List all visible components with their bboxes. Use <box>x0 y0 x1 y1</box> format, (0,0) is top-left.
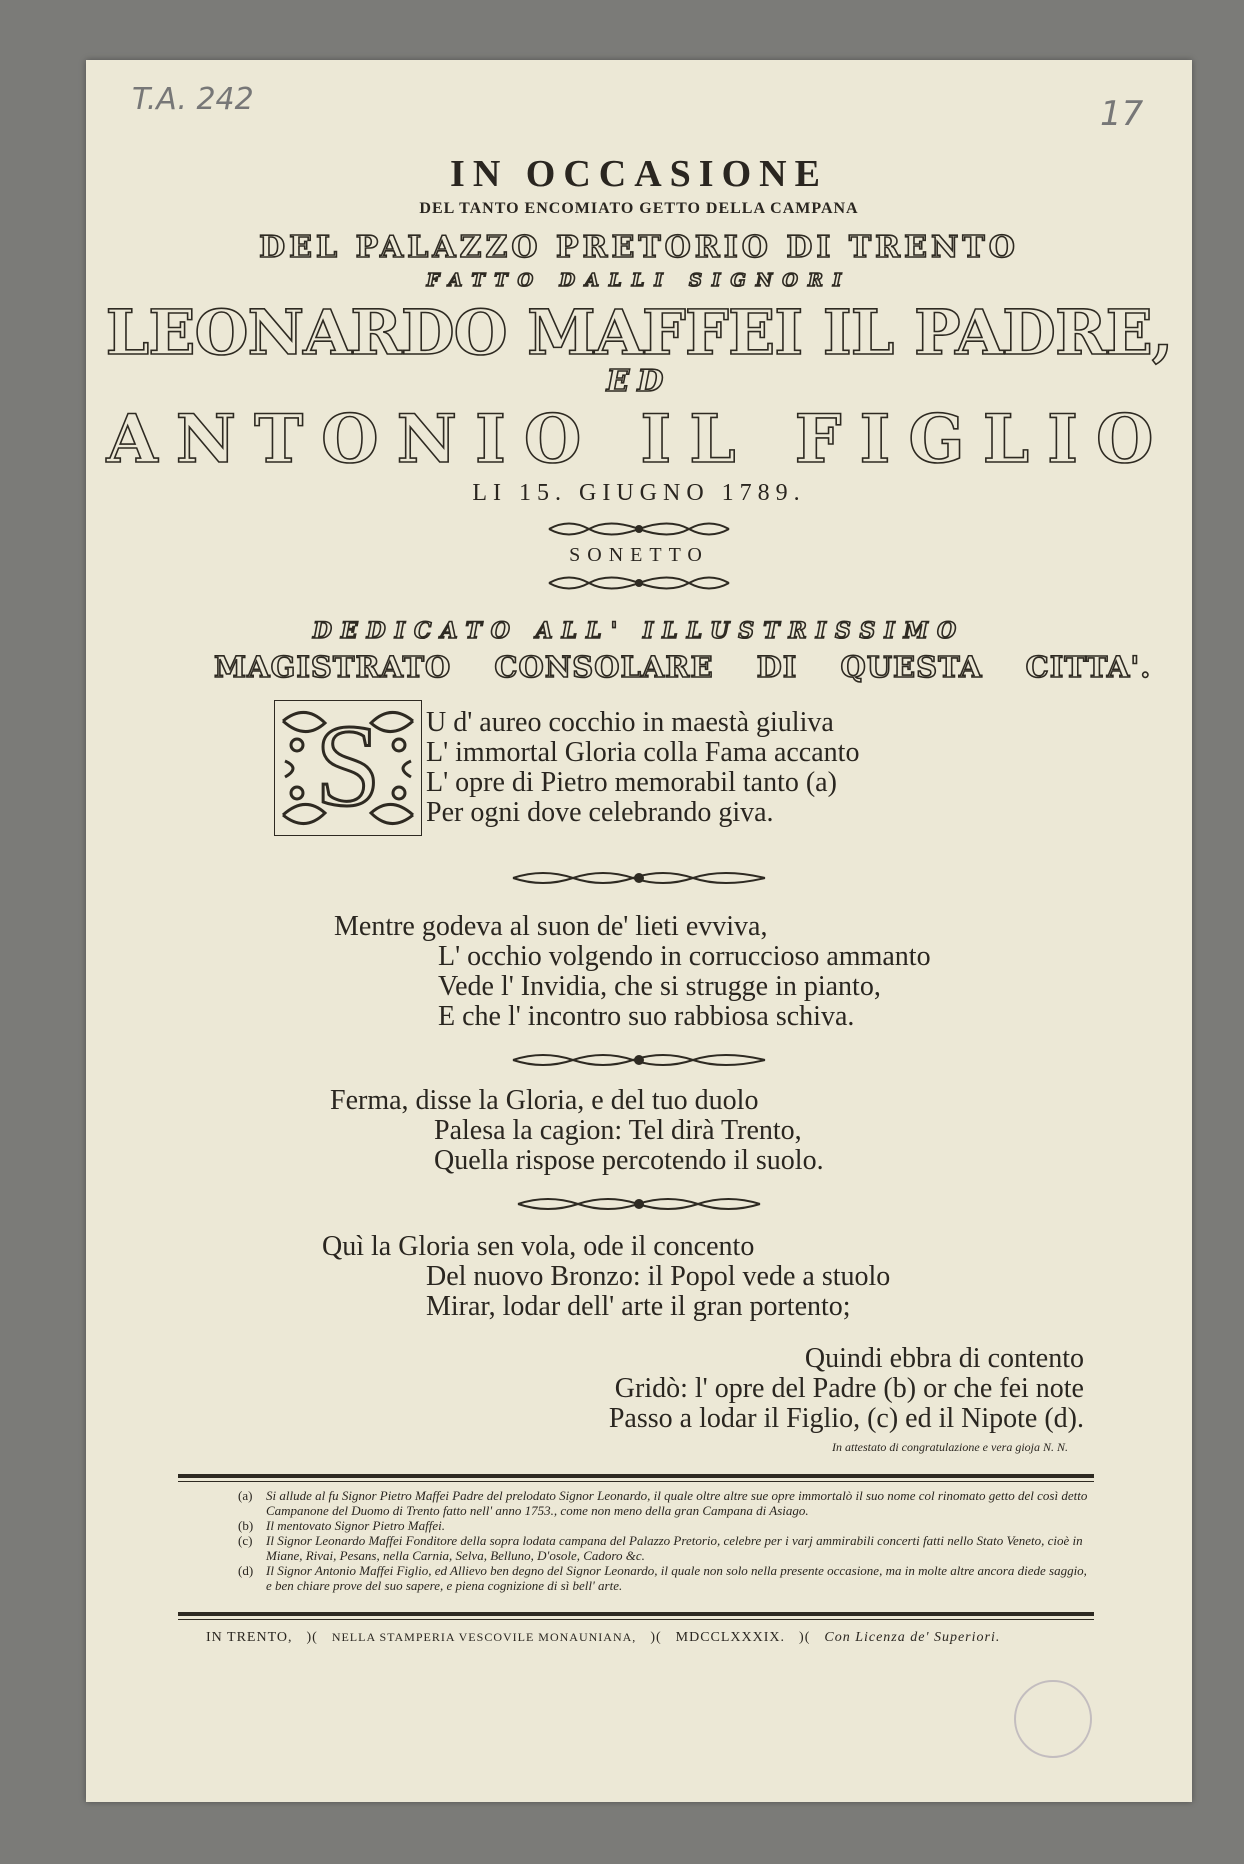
verse-line: Per ogni dove celebrando giva. <box>426 797 774 828</box>
verse-line: U d' aureo cocchio in maestà giuliva <box>426 707 834 738</box>
imprint-press: NELLA STAMPERIA VESCOVILE MONAUNIANA, <box>331 1630 637 1644</box>
library-stamp-icon <box>1014 1680 1092 1758</box>
archive-mark: T.A. 242 <box>132 82 254 117</box>
ornament-5 <box>86 1194 1192 1214</box>
stanza-1 <box>426 708 859 828</box>
broadside-sheet <box>86 60 1192 1802</box>
verse-line: Quella rispose percotendo il suolo. <box>434 1145 824 1176</box>
divider-x-icon: )( <box>306 1630 318 1645</box>
drop-cap-letter: S <box>315 700 381 831</box>
verse-line: Del nuovo Bronzo: il Popol vede a stuolo <box>426 1261 891 1292</box>
stanza-4 <box>322 1232 890 1322</box>
divider-x-icon: )( <box>799 1630 811 1645</box>
verse-line: Gridò: l' opre del Padre (b) or che fei note <box>614 1373 1084 1404</box>
imprint <box>206 1630 1086 1646</box>
verse-line: Palesa la cagion: Tel dirà Trento, <box>434 1115 802 1146</box>
stanza-2 <box>334 912 931 1032</box>
header-line-1: IN OCCASIONE <box>450 153 828 195</box>
verse-line: Mentre godeva al suon de' lieti evviva, <box>334 911 768 942</box>
verse-line: Passo a lodar il Figlio, (c) ed il Nipote (d). <box>608 1403 1084 1434</box>
verse-line: Ferma, disse la Gloria, e del tuo duolo <box>330 1085 759 1116</box>
stanza-5 <box>86 1344 1084 1434</box>
verse-line: Mirar, lodar dell' arte il gran portento; <box>426 1291 851 1322</box>
ornament-3 <box>86 868 1192 888</box>
verse-line: Quindi ebbra di contento <box>804 1343 1084 1374</box>
footnote: (c) Il Signor Leonardo Maffei Fonditore della sopra lodata campana del Palazzo Pretorio, celebre per i varj ammirabili concerti fatti nello Stato Veneto, cioè in Miane, Rivai, Pesans, nella Carnia, Selva, Belluno, D'osole, Cadoro &c. <box>238 1533 1083 1563</box>
dedication-line-2: MAGISTRATO CONSOLARE DI QUESTA CITTA'. <box>214 650 1152 684</box>
rule-bottom-thick <box>178 1612 1094 1616</box>
date-line: LI 15. GIUGNO 1789. <box>472 480 806 506</box>
footnote: (b) Il mentovato Signor Pietro Maffei. <box>238 1518 445 1533</box>
footnote: (d) Il Signor Antonio Maffei Figlio, ed Allievo ben degno del Signor Leonardo, il quale non solo nella presente occasione, ma in molte altre ancora diede saggio, e ben chiare prove del suo sapere, e piena cognizione di sì bell' arte. <box>238 1563 1087 1593</box>
header-line-6: ED <box>606 364 672 399</box>
imprint-year: MDCCLXXXIX. <box>675 1630 786 1645</box>
rule-bottom-thin <box>178 1619 1094 1620</box>
genre-label: SONETTO <box>569 544 709 566</box>
imprint-place: IN TRENTO, <box>206 1630 293 1645</box>
verse-line: L' immortal Gloria colla Fama accanto <box>426 737 860 768</box>
rule-top-thick <box>178 1474 1094 1478</box>
ornament-2 <box>86 572 1192 594</box>
divider-x-icon: )( <box>650 1630 662 1645</box>
verse-line: Quì la Gloria sen vola, ode il concento <box>322 1231 755 1262</box>
header-line-3: DEL PALAZZO PRETORIO DI TRENTO <box>259 230 1019 265</box>
stanza-3 <box>330 1086 824 1176</box>
verse-line: L' opre di Pietro memorabil tanto (a) <box>426 767 837 798</box>
verse-line: L' occhio volgendo in corruccioso ammanto <box>438 941 931 972</box>
verse-line: E che l' incontro suo rabbiosa schiva. <box>438 1001 855 1032</box>
header-line-5: LEONARDO MAFFEI IL PADRE, <box>105 296 1173 369</box>
footnote: (a) Si allude al fu Signor Pietro Maffei Padre del prelodato Signor Leonardo, il quale oltre altre sue opre immortalò il suo nome col rinomato getto del così detto Campanone del Duomo di Trento fatto nell' anno 1753., come non meno della gran Campana di Asiago. <box>238 1488 1088 1518</box>
imprint-licence: Con Licenza de' Superiori. <box>824 1630 1001 1645</box>
footnotes <box>238 1488 1088 1593</box>
rule-top-thin <box>178 1481 1094 1482</box>
header-line-4: FATTO DALLI SIGNORI <box>426 270 852 291</box>
verse-line: Vede l' Invidia, che si strugge in pianto, <box>438 971 881 1002</box>
page-number: 17 <box>1100 94 1144 134</box>
header-line-2: DEL TANTO ENCOMIATO GETTO DELLA CAMPANA <box>419 200 859 217</box>
header-line-7: ANTONIO IL FIGLIO <box>106 400 1172 478</box>
ornament-1 <box>86 518 1192 540</box>
dedication-line-1: DEDICATO ALL' ILLUSTRISSIMO <box>312 618 966 644</box>
ornament-4 <box>86 1050 1192 1070</box>
drop-cap-block <box>274 700 422 836</box>
signature: In attestato di congratulazione e vera gioja N. N. <box>832 1440 1068 1454</box>
